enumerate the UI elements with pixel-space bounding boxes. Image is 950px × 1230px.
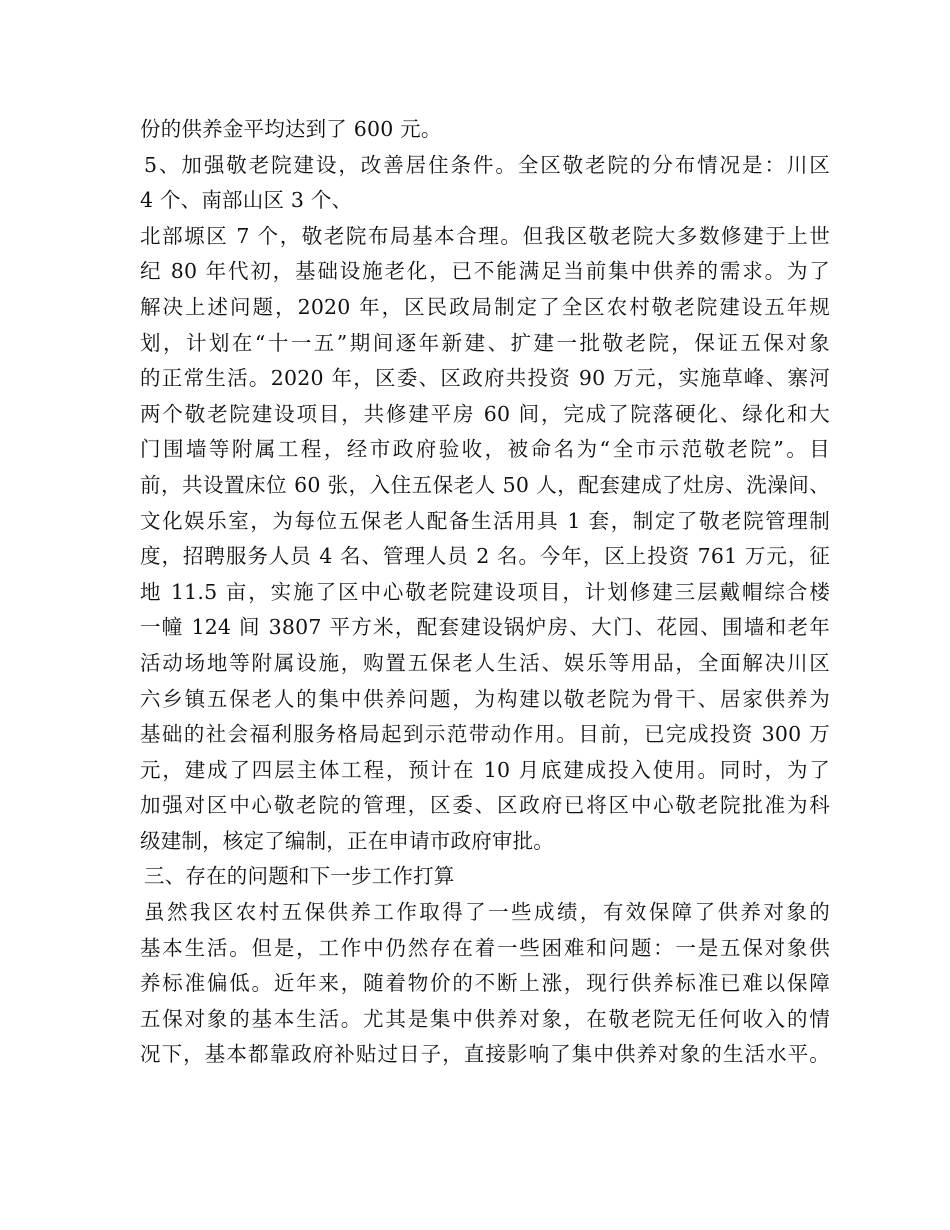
text-line: 加强对区中心敬老院的管理，区委、区政府已将区中心敬老院批准为科 [140,793,830,818]
text-line: 级建制，核定了编制，正在申请市政府审批。 [140,828,554,853]
text-line: 纪 80 年代初，基础设施老化，已不能满足当前集中供养的需求。为了 [140,259,830,284]
document-body [140,112,830,1073]
text-line: 的正常生活。2020 年，区委、区政府共投资 90 万元，实施草峰、寨河 [140,366,830,391]
text-line: 门围墙等附属工程，经市政府验收，被命名为“全市示范敬老院”。目 [140,437,830,462]
text-line: 前，共设置床位 60 张，入住五保老人 50 人，配套建成了灶房、洗澡间、 [140,472,830,497]
text-line: 基础的社会福利服务格局起到示范带动作用。目前，已完成投资 300 万 [140,722,830,747]
text-line: 度，招聘服务人员 4 名、管理人员 2 名。今年，区上投资 761 万元，征 [140,544,830,569]
text-line: 一幢 124 间 3807 平方米，配套建设锅炉房、大门、花园、围墙和老年 [140,615,830,640]
text-line: 况下，基本都靠政府补贴过日子，直接影响了集中供养对象的生活水平。 [140,1042,830,1067]
text-line: 划，计划在“十一五”期间逐年新建、扩建一批敬老院，保证五保对象 [140,330,830,355]
text-line: 基本生活。但是，工作中仍然存在着一些困难和问题：一是五保对象供 [140,935,830,960]
text-line: 北部塬区 7 个，敬老院布局基本合理。但我区敬老院大多数修建于上世 [140,223,830,248]
text-line: 解决上述问题，2020 年，区民政局制定了全区农村敬老院建设五年规 [140,294,830,319]
text-line: 文化娱乐室，为每位五保老人配备生活用具 1 套，制定了敬老院管理制 [140,508,830,533]
text-line: 地 11.5 亩，实施了区中心敬老院建设项目，计划修建三层戴帽综合楼 [140,579,830,604]
text-line: 元，建成了四层主体工程，预计在 10 月底建成投入使用。同时，为了 [140,757,830,782]
text-line: 养标准偏低。近年来，随着物价的不断上涨，现行供养标准已难以保障 [140,971,830,996]
text-line: 五保对象的基本生活。尤其是集中供养对象，在敬老院无任何收入的情 [140,1006,830,1031]
text-line: 4 个、南部山区 3 个、 [140,188,353,213]
text-line: 六乡镇五保老人的集中供养问题，为构建以敬老院为骨干、居家供养为 [140,686,830,711]
text-line: 活动场地等附属设施，购置五保老人生活、娱乐等用品，全面解决川区 [140,650,830,675]
text-line: 两个敬老院建设项目，共修建平房 60 间，完成了院落硬化、绿化和大 [140,401,830,426]
text-line: 份的供养金平均达到了 600 元。 [140,117,442,141]
text-line: 虽然我区农村五保供养工作取得了一些成绩，有效保障了供养对象的 [144,900,830,925]
text-line: 5、加强敬老院建设，改善居住条件。全区敬老院的分布情况是：川区 [144,152,830,177]
section-heading: 三、存在的问题和下一步工作打算 [144,864,455,889]
